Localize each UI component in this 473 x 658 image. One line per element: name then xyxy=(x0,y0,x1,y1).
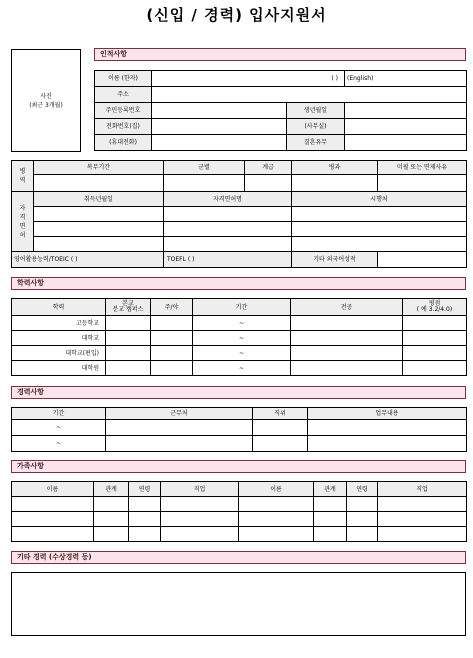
personal-table xyxy=(94,70,467,151)
family-name-field[interactable] xyxy=(239,512,314,527)
english-label: (English) xyxy=(347,75,374,82)
family-relation-field[interactable] xyxy=(314,512,347,527)
license-name-field[interactable] xyxy=(164,237,292,252)
career-duties-field[interactable] xyxy=(308,420,467,436)
career-company-field[interactable] xyxy=(106,420,253,436)
address-label: 주소 xyxy=(95,87,152,103)
other-language-label: 기타 외국어성적 xyxy=(292,252,378,268)
family-relation-header: 관계 xyxy=(94,482,129,497)
name-label: 이름 (한자) xyxy=(95,71,152,87)
license-issuer-field[interactable] xyxy=(292,207,467,222)
military-specialty-field[interactable] xyxy=(292,175,378,192)
military-rank-field[interactable] xyxy=(245,175,292,192)
edu-level-label: 대학원 xyxy=(12,361,106,376)
family-age-header: 연령 xyxy=(347,482,378,497)
edu-gpa-field[interactable] xyxy=(403,331,467,346)
license-issuer-field[interactable] xyxy=(292,222,467,237)
family-job-field[interactable] xyxy=(378,497,467,512)
family-relation-field[interactable] xyxy=(94,497,129,512)
section-family: 가족사항 xyxy=(11,460,466,473)
office-phone-label: (사무실) xyxy=(287,119,345,135)
section-personal: 인적사항 xyxy=(94,48,466,61)
license-name-field[interactable] xyxy=(164,207,292,222)
edu-gpa-field[interactable] xyxy=(403,316,467,331)
career-period-field[interactable]: ~ xyxy=(12,420,106,436)
home-phone-field[interactable] xyxy=(152,119,287,135)
edu-period-field[interactable]: ~ xyxy=(193,316,291,331)
family-job-header: 직업 xyxy=(378,482,467,497)
license-date-field[interactable] xyxy=(34,222,164,237)
family-name-field[interactable] xyxy=(239,527,314,542)
edu-period-field[interactable]: ~ xyxy=(193,346,291,361)
career-position-field[interactable] xyxy=(253,420,308,436)
edu-major-header: 전공 xyxy=(291,299,403,316)
edu-major-field[interactable] xyxy=(291,331,403,346)
career-period-header: 기간 xyxy=(12,408,106,420)
edu-level-label: 대학교 xyxy=(12,331,106,346)
family-name-field[interactable] xyxy=(12,527,94,542)
family-relation-field[interactable] xyxy=(94,512,129,527)
edu-period-field[interactable]: ~ xyxy=(193,331,291,346)
edu-major-field[interactable] xyxy=(291,346,403,361)
family-relation-field[interactable] xyxy=(314,527,347,542)
family-job-field[interactable] xyxy=(161,512,239,527)
edu-level-label: 대학교(편입) xyxy=(12,346,106,361)
military-period-field[interactable] xyxy=(34,175,164,192)
family-name-field[interactable] xyxy=(12,497,94,512)
edu-campus-field[interactable] xyxy=(106,331,151,346)
license-name-header: 자격면허명 xyxy=(164,192,292,207)
career-duties-header: 업무내용 xyxy=(308,408,467,420)
license-date-field[interactable] xyxy=(34,207,164,222)
family-job-field[interactable] xyxy=(378,527,467,542)
birth-date-field[interactable] xyxy=(345,103,467,119)
career-table xyxy=(11,407,467,452)
mobile-field[interactable] xyxy=(152,135,287,151)
license-side-label: 자 격 면 허 xyxy=(12,192,34,252)
family-job-header: 직업 xyxy=(161,482,239,497)
family-table xyxy=(11,481,467,542)
military-specialty-header: 병과 xyxy=(292,161,378,175)
family-age-field[interactable] xyxy=(129,512,161,527)
license-date-header: 취득년월일 xyxy=(34,192,164,207)
other-language-field[interactable] xyxy=(378,252,467,268)
career-company-field[interactable] xyxy=(106,436,253,452)
edu-gpa-field[interactable] xyxy=(403,361,467,376)
home-phone-label: 전화번호(집) xyxy=(95,119,152,135)
career-position-header: 직위 xyxy=(253,408,308,420)
edu-gpa-header: 평점 ( 예 3.2/4.0) xyxy=(403,299,467,316)
license-date-field[interactable] xyxy=(34,237,164,252)
edu-campus-header: 본교 분교 캠퍼스 xyxy=(106,299,151,316)
edu-campus-field[interactable] xyxy=(106,361,151,376)
military-side-label: 병 역 xyxy=(12,161,34,192)
career-duties-field[interactable] xyxy=(308,436,467,452)
license-name-field[interactable] xyxy=(164,222,292,237)
resident-number-label: 주민등록번호 xyxy=(95,103,152,119)
family-job-field[interactable] xyxy=(161,497,239,512)
military-exemption-field[interactable] xyxy=(378,175,467,192)
family-name-header: 이름 xyxy=(239,482,314,497)
military-branch-field[interactable] xyxy=(164,175,245,192)
photo-note: (최근 3개월) xyxy=(29,101,63,109)
edu-major-field[interactable] xyxy=(291,316,403,331)
family-age-field[interactable] xyxy=(347,497,378,512)
family-age-field[interactable] xyxy=(347,512,378,527)
photo-box[interactable] xyxy=(11,49,81,152)
military-period-header: 복무기간 xyxy=(34,161,164,175)
license-issuer-header: 시행처 xyxy=(292,192,467,207)
family-age-field[interactable] xyxy=(129,527,161,542)
edu-daynight-field[interactable] xyxy=(151,361,193,376)
family-name-field[interactable] xyxy=(239,497,314,512)
family-relation-field[interactable] xyxy=(94,527,129,542)
family-age-field[interactable] xyxy=(129,497,161,512)
military-branch-header: 군별 xyxy=(164,161,245,175)
birth-date-label: 생년월일 xyxy=(287,103,345,119)
edu-daynight-field[interactable] xyxy=(151,331,193,346)
office-phone-field[interactable] xyxy=(345,119,467,135)
family-age-field[interactable] xyxy=(347,527,378,542)
edu-level-header: 학력 xyxy=(12,299,106,316)
family-job-field[interactable] xyxy=(161,527,239,542)
name-field[interactable] xyxy=(152,71,345,87)
section-other-career: 기타 경력 (수상경력 등) xyxy=(11,551,466,564)
family-age-header: 연령 xyxy=(129,482,161,497)
english-name-field[interactable] xyxy=(345,71,467,87)
photo-label: 사진 xyxy=(40,92,52,100)
family-name-header: 이름 xyxy=(12,482,94,497)
edu-daynight-field[interactable] xyxy=(151,346,193,361)
edu-campus-field[interactable] xyxy=(106,346,151,361)
mobile-label: (휴대전화) xyxy=(95,135,152,151)
other-career-field[interactable] xyxy=(11,572,466,636)
edu-campus-field[interactable] xyxy=(106,316,151,331)
edu-period-header: 기간 xyxy=(193,299,291,316)
edu-daynight-header: 주/야 xyxy=(151,299,193,316)
family-job-field[interactable] xyxy=(378,512,467,527)
name-hanja-paren: ( ) xyxy=(331,75,338,82)
edu-major-field[interactable] xyxy=(291,361,403,376)
license-issuer-field[interactable] xyxy=(292,237,467,252)
resident-number-field[interactable] xyxy=(152,103,287,119)
career-position-field[interactable] xyxy=(253,436,308,452)
marital-status-field[interactable] xyxy=(345,135,467,151)
section-education: 학력사항 xyxy=(11,277,466,290)
page-title: (신입 / 경력) 입사지원서 xyxy=(146,6,327,24)
edu-level-label: 고등학교 xyxy=(12,316,106,331)
address-field[interactable] xyxy=(152,87,467,103)
military-license-table xyxy=(11,160,467,268)
career-company-header: 근무처 xyxy=(106,408,253,420)
family-relation-header: 관계 xyxy=(314,482,347,497)
toefl-label: TOEFL ( ) xyxy=(164,252,292,268)
military-exemption-header: 미필 또는 면제사유 xyxy=(378,161,467,175)
military-rank-header: 계급 xyxy=(245,161,292,175)
family-relation-field[interactable] xyxy=(314,497,347,512)
toeic-label: 영어활용능력/TOEIC ( ) xyxy=(12,252,164,268)
marital-status-label: 결혼유무 xyxy=(287,135,345,151)
edu-daynight-field[interactable] xyxy=(151,316,193,331)
edu-gpa-field[interactable] xyxy=(403,346,467,361)
family-name-field[interactable] xyxy=(12,512,94,527)
section-career: 경력사항 xyxy=(11,386,466,399)
edu-period-field[interactable]: ~ xyxy=(193,361,291,376)
career-period-field[interactable]: ~ xyxy=(12,436,106,452)
education-table xyxy=(11,298,467,376)
